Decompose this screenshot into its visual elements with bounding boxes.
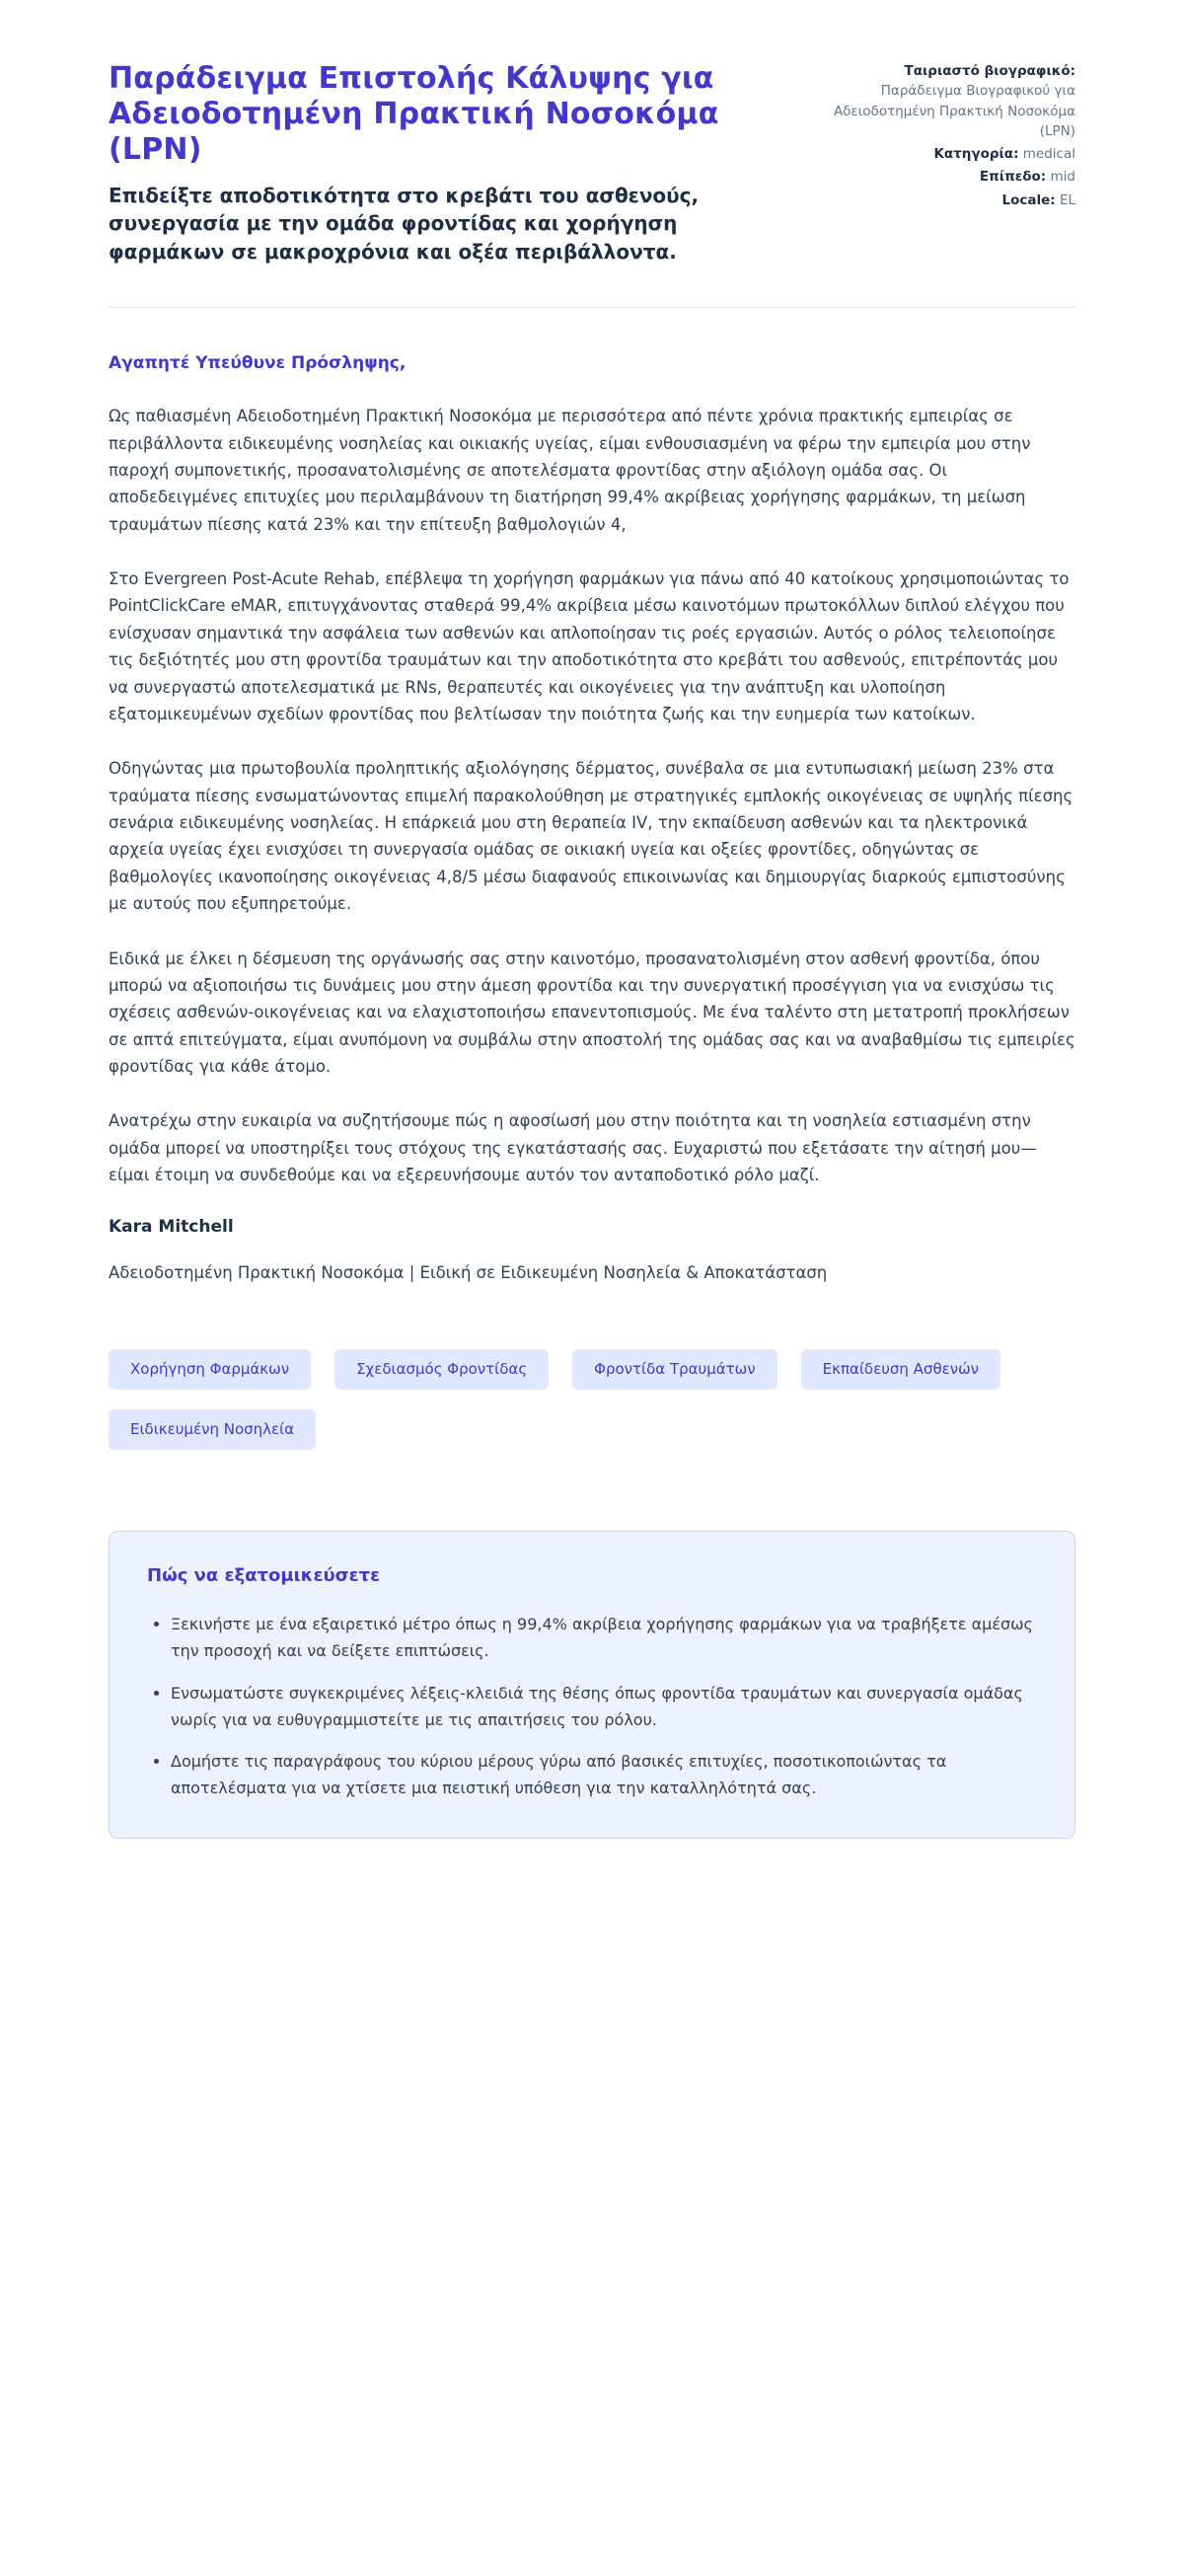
meta-locale: [794, 190, 1075, 210]
meta-category-value: medical: [1022, 146, 1075, 162]
header-title-block: [109, 61, 720, 265]
customize-tip: • Ξεκινήστε με ένα εξαιρετικό μέτρο όπως η 99,4% ακρίβεια χορήγησης φαρμάκων για να τραβήξετε αμέσως την προσοχή και να δείξετε επιπτώσεις.: [171, 1612, 1037, 1665]
meta-category: [794, 144, 1075, 164]
meta-locale-value: EL: [1059, 191, 1075, 208]
letter-paragraph: Στο Evergreen Post-Acute Rehab, επέβλεψα τη χορήγηση φαρμάκων για πάνω από 40 κατοίκους χρησιμοποιώντας το PointClickCare eMAR, επιτυγχάνοντας σταθερά 99,4% ακρίβεια μέσω καινοτόμων πρωτοκόλλων διπλού ελέγχου που ενίσχυσαν σημαντικά την ασφάλεια των ασθενών και απλοποίησαν τις ροές εργασιών. Αυτός ο ρόλος τελειοποίησε τις δεξιότητές μου στη φροντίδα τραυμάτων και την αποδοτικότητα στο κρεβάτι του ασθενούς, επιτρέποντάς μου να συνεργαστώ αποτελεσματικά με RNs, θεραπευτές και οικογένειες για την ανάπτυξη και υλοποίηση εξατομικευμένων σχεδίων φροντίδας που βελτίωσαν την ποιότητα ζωής και την ευημερία των κατοίκων.: [109, 569, 1070, 723]
customize-tip: • Δομήστε τις παραγράφους του κύριου μέρους γύρω από βασικές επιτυχίες, ποσοτικοποιώντας τα αποτελέσματα για να χτίσετε μια πειστική υπόθεση για την καταλληλότητά σας.: [171, 1749, 1037, 1802]
meta-matching-resume-label: Ταιριαστό βιογραφικό:: [904, 63, 1075, 79]
meta-level-value: mid: [1050, 169, 1075, 186]
letter-paragraph: Ανατρέχω στην ευκαιρία να συζητήσουμε πώς η αφοσίωσή μου στην ποιότητα και τη νοσηλεία εστιασμένη στην ομάδα μπορεί να υποστηρίξει τους στόχους της εγκατάστασής σας. Ευχαριστώ που εξετάσατε την αίτησή μου—είμαι έτοιμη να συνδεθούμε και να εξερευνήσουμε αυτόν τον ανταποδοτικό ρόλο μαζί.: [109, 1111, 1037, 1185]
meta-matching-resume-value: Παράδειγμα Βιογραφικού για Αδειοδοτημένη Πρακτική Νοσοκόμα (LPN): [833, 83, 1075, 139]
letter-paragraph: Οδηγώντας μια πρωτοβουλία προληπτικής αξιολόγησης δέρματος, συνέβαλα σε μια εντυπωσιακή μείωση 23% στα τραύματα πίεσης ενσωματώνοντας επιμελή παρακολούθηση με στρατηγικές εμπλοκής οικογένειας σε υψηλής πίεσης σενάρια ειδικευμένης νοσηλείας. Η επάρκειά μου στη θεραπεία IV, την εκπαίδευση ασθενών και τα ηλεκτρονικά αρχεία υγείας έχει ενισχύσει τη συνεργασία ομάδας σε οικιακή υγεία και οξείες φροντίδες, οδηγώντας σε βαθμολογίες ικανοποίησης οικογένειας 4,8/5 μέσω διαφανούς επικοινωνίας και δημιουργίας διαρκούς εμπιστοσύνης με αυτούς που εξυπηρετούμε.: [109, 759, 1073, 914]
meta-panel: [794, 61, 1075, 265]
letter-body: [109, 353, 1075, 1286]
tag-skilled-nursing[interactable]: Ειδικευμένη Νοσηλεία: [109, 1409, 316, 1450]
tag-wound-care[interactable]: Φροντίδα Τραυμάτων: [572, 1349, 777, 1390]
meta-level: [794, 167, 1075, 187]
header-divider: [109, 307, 1075, 308]
cover-letter-page: [109, 0, 1075, 1918]
letter-paragraph: Ως παθιασμένη Αδειοδοτημένη Πρακτική Νοσοκόμα με περισσότερα από πέντε χρόνια πρακτικής εμπειρίας σε περιβάλλοντα ειδικευμένης νοσηλείας και οικιακής υγείας, είμαι ενθουσιασμένη να φέρω την εμπειρία μου στην παροχή συμπονετικής, προσανατολισμένης σε αποτελέσματα φροντίδας στην αξιόλογη ομάδα σας. Οι αποδεδειγμένες επιτυχίες μου περιλαμβάνουν τη διατήρηση 99,4% ακρίβειας χορήγησης φαρμάκων, τη μείωση τραυμάτων πίεσης κατά 23% και την επίτευξη βαθμολογιών 4,: [109, 407, 1031, 534]
signature-name: Kara Mitchell: [109, 1216, 234, 1237]
meta-category-label: Κατηγορία:: [933, 146, 1019, 162]
customize-tips-list: [147, 1612, 1037, 1802]
tag-patient-education[interactable]: Εκπαίδευση Ασθενών: [801, 1349, 1000, 1390]
customize-tips-title: Πώς να εξατομικεύσετε: [147, 1564, 381, 1586]
letter-paragraph: Ειδικά με έλκει η δέσμευση της οργάνωσής σας στην καινοτόμο, προσανατολισμένη στον ασθενή φροντίδα, όπου μπορώ να αξιοποιήσω τις δυνάμεις μου στην άμεση φροντίδα και την συνεργατική προσέγγιση για να ενισχύσω τις σχέσεις ασθενών-οικογένειας και να ελαχιστοποιήσω επανεντοπισμούς. Με ένα ταλέντο στη μετατροπή προκλήσεων σε απτά επιτεύγματα, είμαι ανυπόμονη να συμβάλω στην αποστολή της ομάδας σας και να αναβαθμίσω τις εμπειρίες φροντίδας για κάθε άτομο.: [109, 948, 1075, 1077]
page-title: Παράδειγμα Επιστολής Κάλυψης για Αδειοδοτημένη Πρακτική Νοσοκόμα (LPN): [109, 61, 719, 167]
customize-tip: • Ενσωματώστε συγκεκριμένες λέξεις-κλειδιά της θέσης όπως φροντίδα τραυμάτων και συνεργασία ομάδας νωρίς για να ευθυγραμμιστείτε με τις απαιτήσεις του ρόλου.: [171, 1681, 1037, 1734]
tag-medication-administration[interactable]: Χορήγηση Φαρμάκων: [109, 1349, 311, 1390]
skill-tags: [109, 1349, 1075, 1450]
meta-matching-resume: [794, 61, 1075, 141]
page-header: [109, 61, 1075, 265]
signature-title: Αδειοδοτημένη Πρακτική Νοσοκόμα | Ειδική σε Ειδικευμένη Νοσηλεία & Αποκατάσταση: [109, 1262, 828, 1282]
page-subtitle: Επιδείξτε αποδοτικότητα στο κρεβάτι του ασθενούς, συνεργασία με την ομάδα φροντίδας και χορήγηση φαρμάκων σε μακροχρόνια και οξέα περιβάλλοντα.: [109, 184, 700, 264]
customize-tips-box: [109, 1531, 1075, 1839]
letter-salutation: Αγαπητέ Υπεύθυνε Πρόσληψης,: [109, 353, 407, 374]
meta-locale-label: Locale:: [1001, 191, 1056, 208]
meta-level-label: Επίπεδο:: [979, 169, 1047, 186]
tag-care-planning[interactable]: Σχεδιασμός Φροντίδας: [334, 1349, 549, 1390]
